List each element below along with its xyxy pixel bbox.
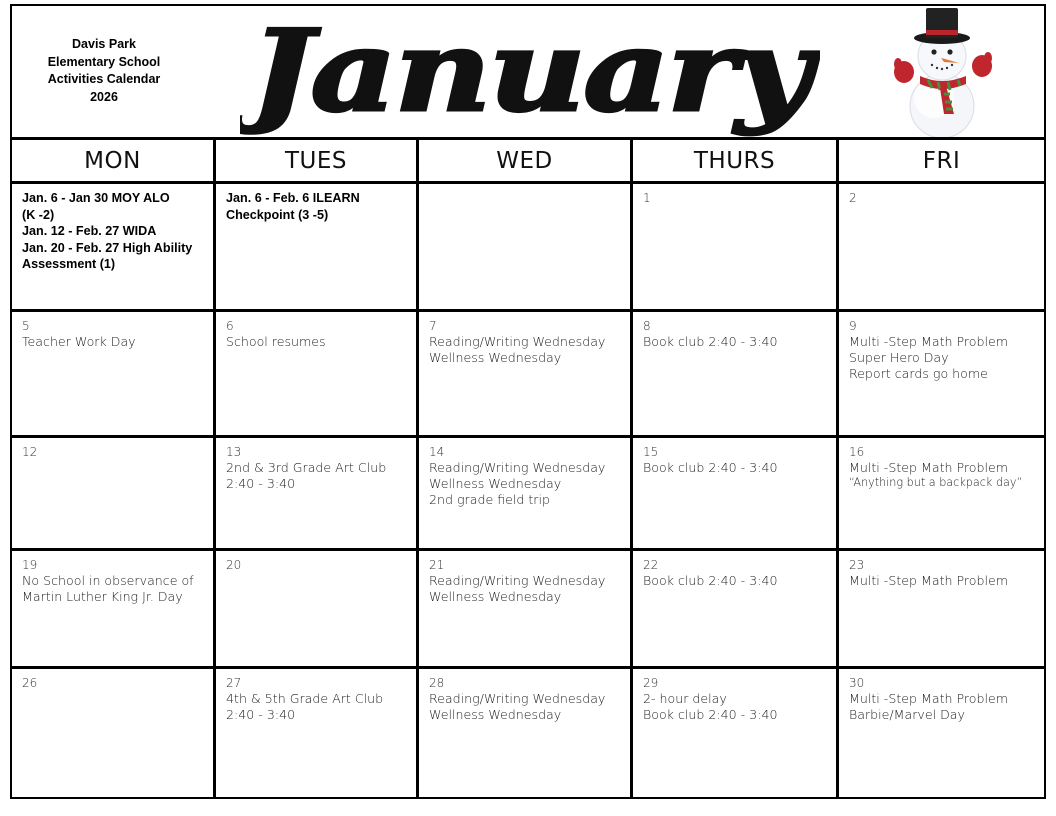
day-cell [419, 669, 630, 797]
event-text: Book club 2:40 - 3:40 [643, 707, 778, 722]
event-text: Martin Luther King Jr. Day [22, 589, 183, 604]
event-text: Multi -Step Math Problem [849, 691, 1009, 706]
event-text: Wellness Wednesday [429, 707, 562, 722]
event-text: Wellness Wednesday [429, 589, 562, 604]
day-number: 12 [22, 445, 38, 459]
day-cell [839, 184, 1044, 309]
day-number: 15 [643, 445, 659, 459]
month-title-text: January [240, 6, 820, 137]
day-number: 2 [849, 191, 857, 205]
event-text: “Anything but a backpack day” [849, 476, 1023, 489]
day-cell [839, 669, 1044, 797]
day-number: 29 [643, 676, 659, 690]
day-cell [12, 438, 213, 548]
day-number: 6 [226, 319, 234, 333]
day-header-wed: WED [496, 147, 553, 174]
event-text: Super Hero Day [849, 350, 949, 365]
day-cell [216, 669, 416, 797]
event-text: Book club 2:40 - 3:40 [643, 573, 778, 588]
event-text: Reading/Writing Wednesday [429, 460, 606, 475]
event-text: Reading/Writing Wednesday [429, 573, 606, 588]
day-number: 8 [643, 319, 651, 333]
day-cell [12, 312, 213, 435]
event-text: School resumes [226, 334, 326, 349]
event-text: Jan. 12 - Feb. 27 WIDA [22, 224, 157, 238]
school-line-3: Activities Calendar [47, 72, 161, 86]
day-cell [216, 438, 416, 548]
day-number: 14 [429, 445, 445, 459]
day-cell [633, 438, 836, 548]
day-header-fri: FRI [922, 147, 961, 174]
day-header-mon: MON [84, 147, 141, 174]
event-text: Book club 2:40 - 3:40 [643, 334, 778, 349]
event-text: Multi -Step Math Problem [849, 573, 1009, 588]
day-number: 1 [643, 191, 651, 205]
day-number: 16 [849, 445, 865, 459]
day-number: 27 [226, 676, 242, 690]
day-cell [12, 669, 213, 797]
event-text: 2:40 - 3:40 [226, 707, 296, 722]
day-number: 26 [22, 676, 38, 690]
event-text: Jan. 6 - Feb. 6 ILEARN [226, 191, 360, 205]
day-number: 13 [226, 445, 242, 459]
school-title [26, 36, 182, 106]
event-text: 2- hour delay [643, 691, 727, 706]
day-cell [633, 669, 836, 797]
day-cell [633, 312, 836, 435]
event-text: Jan. 20 - Feb. 27 High Ability [22, 240, 193, 255]
event-text: Wellness Wednesday [429, 350, 562, 365]
event-text: Checkpoint (3 -5) [226, 207, 329, 222]
day-cell [12, 551, 213, 666]
snowman-icon [884, 6, 1002, 138]
day-number: 19 [22, 558, 38, 572]
day-number: 7 [429, 319, 437, 333]
school-line-4: 2026 [90, 89, 118, 104]
event-text: No School in observance of [22, 573, 194, 588]
event-text: 2nd grade field trip [429, 492, 550, 507]
event-text: 2nd & 3rd Grade Art Club [226, 460, 387, 475]
event-text: (K -2) [22, 207, 55, 222]
day-number: 23 [849, 558, 865, 572]
school-line-1: Davis Park [72, 37, 136, 51]
day-number: 30 [849, 676, 865, 690]
month-title [240, 0, 820, 148]
day-header-tues: TUES [284, 147, 347, 174]
day-number: 9 [849, 319, 857, 333]
event-text: Reading/Writing Wednesday [429, 334, 606, 349]
day-cell [839, 551, 1044, 666]
day-cell [216, 184, 416, 309]
day-number: 5 [22, 319, 30, 333]
day-cell [419, 438, 630, 548]
day-cell [12, 184, 213, 309]
event-text: Multi -Step Math Problem [849, 334, 1009, 349]
day-number: 22 [643, 558, 659, 572]
event-text: Jan. 6 - Jan 30 MOY ALO [22, 191, 170, 205]
event-text: 2:40 - 3:40 [226, 476, 296, 491]
day-cell [633, 551, 836, 666]
day-cell [419, 312, 630, 435]
event-text: Teacher Work Day [22, 334, 136, 349]
day-number: 20 [226, 558, 242, 572]
day-cell [419, 184, 630, 309]
event-text: Wellness Wednesday [429, 476, 562, 491]
day-cell [419, 551, 630, 666]
day-cell [839, 438, 1044, 548]
day-cell [216, 551, 416, 666]
event-text: Assessment (1) [22, 257, 116, 271]
event-text: Multi -Step Math Problem [849, 460, 1009, 475]
day-cell [839, 312, 1044, 435]
day-number: 21 [429, 558, 445, 572]
event-text: Report cards go home [849, 366, 988, 381]
event-text: Barbie/Marvel Day [849, 707, 965, 722]
day-cell [633, 184, 836, 309]
event-text: Reading/Writing Wednesday [429, 691, 606, 706]
calendar-header [12, 6, 1044, 138]
day-header-thurs: THURS [693, 147, 776, 174]
day-number: 28 [429, 676, 445, 690]
day-cell [216, 312, 416, 435]
event-text: 4th & 5th Grade Art Club [226, 691, 384, 706]
event-text: Book club 2:40 - 3:40 [643, 460, 778, 475]
school-line-2: Elementary School [47, 54, 161, 69]
